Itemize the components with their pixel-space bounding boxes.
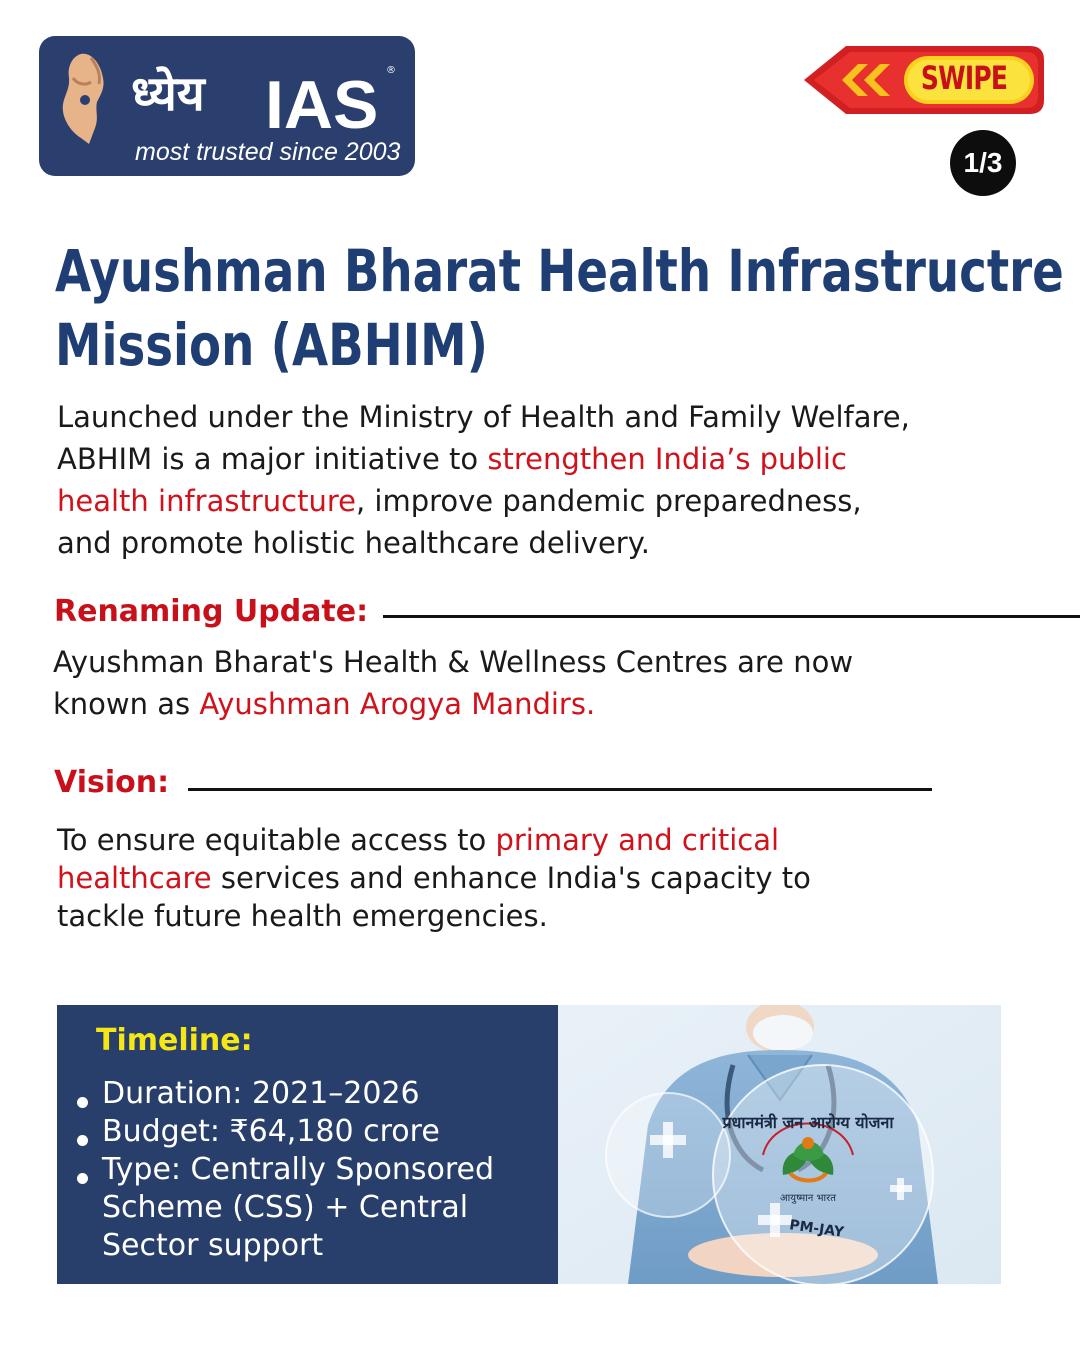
registered-mark: ®	[386, 65, 396, 76]
renaming-text: known as	[53, 687, 200, 721]
intro-line-4: and promote holistic healthcare delivery.	[57, 526, 650, 560]
timeline-item-duration: Duration: 2021–2026	[102, 1076, 420, 1111]
timeline-heading: Timeline:	[96, 1023, 253, 1058]
hand-icon	[51, 48, 129, 148]
brand-tagline: most trusted since 2003	[135, 138, 401, 166]
brand-name-hindi: ध्येय	[131, 66, 205, 122]
emblem-hindi-small: आयुष्मान भारत	[780, 1193, 836, 1204]
brand-logo	[39, 36, 415, 176]
emblem-label: PM-JAY	[788, 1217, 845, 1241]
renaming-highlight: Ayushman Arogya Mandirs.	[199, 687, 596, 721]
vision-text: To ensure equitable access to	[57, 823, 496, 857]
page-title	[55, 234, 1064, 382]
intro-highlight: strengthen India’s public	[487, 442, 847, 476]
timeline-type-line-1: Type: Centrally Sponsored	[102, 1152, 495, 1187]
timeline-item-budget: Budget: ₹64,180 crore	[102, 1114, 440, 1149]
timeline-item-type	[102, 1151, 494, 1265]
healthcare-photo	[558, 1005, 1001, 1284]
renaming-heading: Renaming Update:	[54, 594, 369, 629]
intro-line-3	[57, 480, 910, 522]
renaming-divider	[383, 615, 1080, 618]
page-indicator: 1/3	[950, 130, 1016, 196]
brand-name-latin: IAS	[265, 67, 379, 143]
vision-highlight: primary and critical	[495, 823, 780, 857]
bullet-icon	[77, 1135, 88, 1146]
renaming-line-2	[53, 683, 853, 725]
vision-line-2	[57, 859, 811, 897]
timeline-type-line-3: Sector support	[102, 1228, 324, 1263]
intro-text-2: , improve pandemic preparedness,	[355, 484, 862, 518]
emblem-hindi-arc: प्रधानमंत्री जन आरोग्य योजना	[722, 1113, 894, 1132]
swipe-label[interactable]: SWIPE	[920, 59, 1008, 97]
renaming-line-1: Ayushman Bharat's Health & Wellness Centres are now	[53, 645, 854, 679]
bullet-icon	[77, 1097, 88, 1108]
vision-highlight-2: healthcare	[57, 861, 212, 895]
title-line-1: Ayushman Bharat Health Infrastructre	[55, 237, 1064, 305]
timeline-type-line-2: Scheme (CSS) + Central	[102, 1190, 469, 1225]
intro-text: ABHIM is a major initiative to	[57, 442, 488, 476]
bullet-icon	[77, 1173, 88, 1184]
intro-paragraph	[57, 396, 910, 564]
vision-divider	[188, 788, 932, 791]
title-line-2: Mission (ABHIM)	[55, 311, 488, 379]
intro-line-1: Launched under the Ministry of Health and Family Welfare,	[57, 400, 910, 434]
intro-highlight-2: health infrastructure	[57, 484, 356, 518]
vision-text-2: services and enhance India's capacity to	[211, 861, 811, 895]
vision-line-1	[57, 821, 811, 859]
vision-line-3: tackle future health emergencies.	[57, 899, 548, 933]
vision-paragraph	[57, 821, 811, 935]
intro-line-2	[57, 438, 910, 480]
vision-heading: Vision:	[54, 765, 170, 800]
renaming-paragraph	[53, 641, 853, 725]
